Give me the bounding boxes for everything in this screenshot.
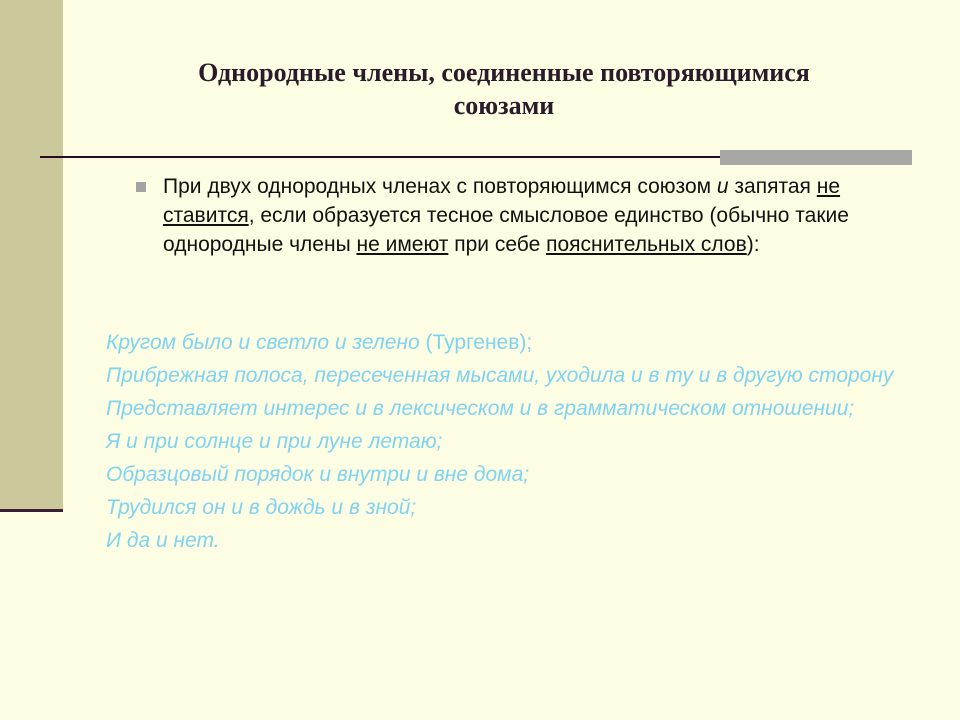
examples-list: [106, 328, 906, 559]
slide-title-line1: Однородные члены, соединенные повторяющимися: [198, 58, 810, 87]
example-item: [106, 394, 906, 423]
example-text: Представляет интерес и в лексическом и в грамматическом отношении;: [106, 397, 855, 420]
example-text: Образцовый порядок и внутри и вне дома;: [106, 463, 530, 486]
example-item: [106, 427, 906, 456]
rule-text-part: при себе: [448, 233, 547, 256]
rule-text-conjunction: и: [716, 175, 729, 198]
slide-title-line2: союзами: [453, 91, 555, 120]
rule-text-part: При двух однородных членах с повторяющимся союзом: [163, 175, 717, 198]
example-item: [106, 526, 906, 555]
example-text: Прибрежная полоса, пересеченная мысами, уходила и в ту и в другую сторону: [106, 364, 894, 387]
rule-text-part: запятая: [728, 175, 817, 198]
side-band-divider: [0, 509, 63, 512]
example-item: [106, 361, 906, 390]
example-source: (Тургенев);: [425, 331, 533, 354]
rule-text-part: ):: [746, 233, 760, 256]
example-item: [106, 460, 906, 489]
title-rule-accent: [720, 150, 912, 165]
rule-text-underlined: не ставится: [163, 175, 841, 227]
rule-paragraph: [163, 172, 903, 259]
rule-text-underlined: пояснительных слов: [546, 233, 747, 256]
example-text: И да и нет.: [106, 529, 220, 552]
slide-title: [100, 56, 908, 122]
example-text: Я и при солнце и при луне летаю;: [106, 430, 443, 453]
rule-text-part: , если образуется тесное смысловое единство (обычно такие однородные члены: [163, 204, 849, 256]
example-text: Трудился он и в дождь и в зной;: [106, 496, 417, 519]
square-bullet-icon: [136, 182, 146, 192]
side-band: [0, 0, 63, 511]
example-item: [106, 493, 906, 522]
rule-text-underlined: не имеют: [356, 233, 449, 256]
example-item: [106, 328, 906, 357]
example-text: Кругом было и светло и зелено: [106, 331, 426, 354]
